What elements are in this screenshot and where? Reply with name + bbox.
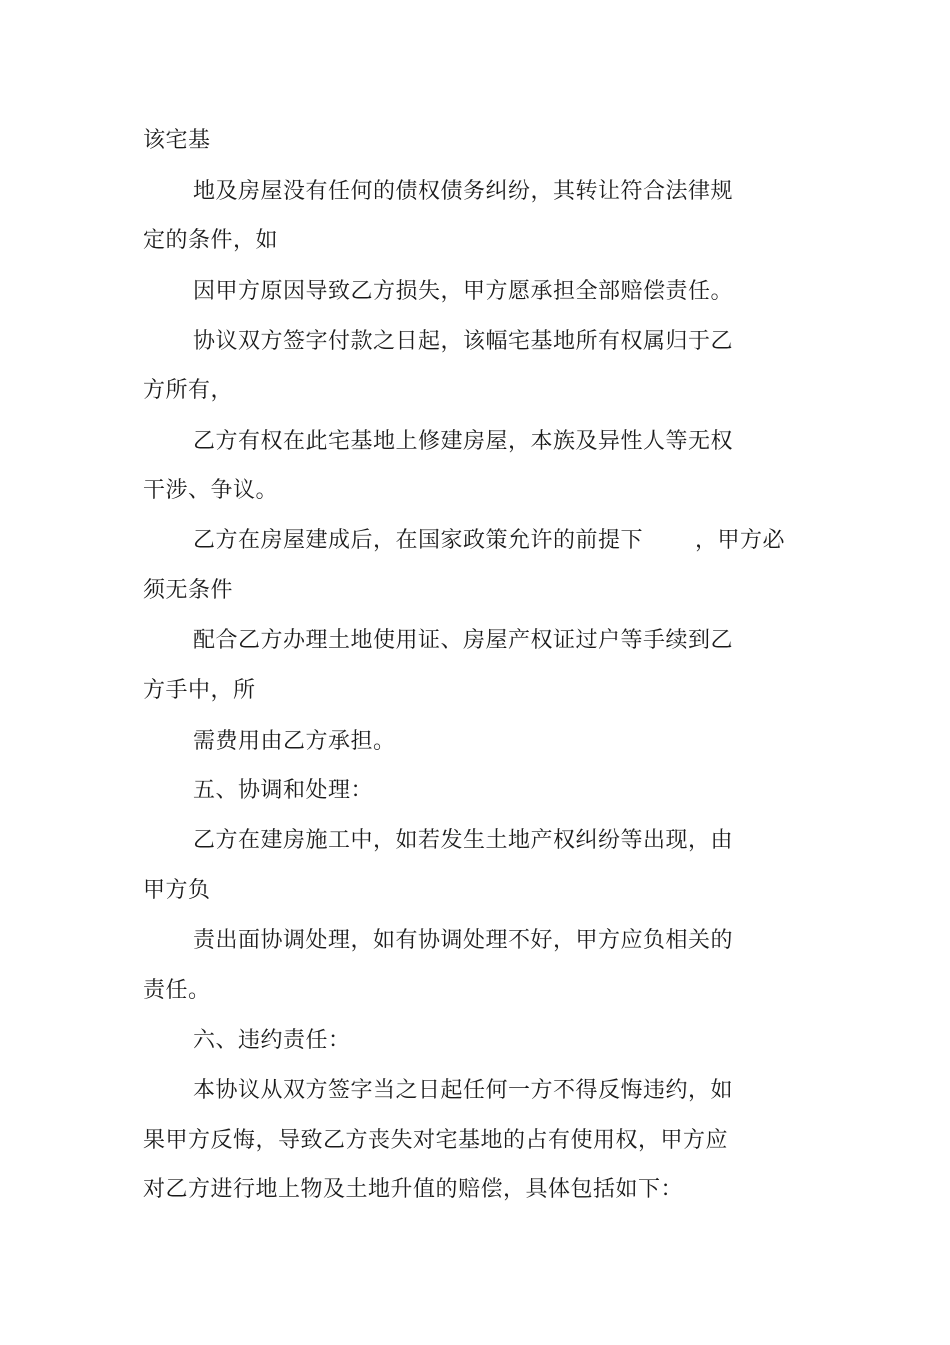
- section-heading: 六、违约责任：: [193, 1028, 351, 1053]
- text-line-with-gap: [193, 526, 785, 556]
- text-line: 果甲方反悔，导致乙方丧失对宅基地的占有使用权，甲方应: [143, 1128, 729, 1153]
- text-line: 配合乙方办理土地使用证、房屋产权证过户等手续到乙: [193, 628, 734, 653]
- text-line: 干涉、争议。: [143, 478, 279, 503]
- text-segment: 乙方在房屋建成后，在国家政策允许的前提下: [193, 528, 644, 553]
- text-line: 方所有，: [143, 378, 234, 403]
- section-heading: 五、协调和处理：: [193, 778, 374, 803]
- text-line: 乙方在建房施工中，如若发生土地产权纠纷等出现，由: [193, 828, 734, 853]
- text-line: 本协议从双方签字当之日起任何一方不得反悔违约，如: [193, 1078, 734, 1103]
- text-line: 需费用由乙方承担。: [193, 729, 396, 754]
- text-line: 须无条件: [143, 578, 234, 603]
- text-line: 协议双方签字付款之日起，该幅宅基地所有权属归于乙: [193, 329, 734, 354]
- text-line: 定的条件，如: [143, 228, 279, 253]
- text-line: 责任。: [143, 978, 211, 1003]
- text-line: 乙方有权在此宅基地上修建房屋，本族及异性人等无权: [193, 429, 734, 454]
- text-line: 方手中，所: [143, 678, 256, 703]
- text-line: 因甲方原因导致乙方损失，甲方愿承担全部赔偿责任。: [193, 279, 734, 304]
- text-segment: ，甲方必: [695, 528, 786, 553]
- text-line: 甲方负: [143, 878, 211, 903]
- text-line: 责出面协调处理，如有协调处理不好，甲方应负相关的: [193, 928, 734, 953]
- text-line: 该宅基: [143, 128, 211, 153]
- text-line: 对乙方进行地上物及土地升值的赔偿，具体包括如下：: [143, 1177, 684, 1202]
- text-line: 地及房屋没有任何的债权债务纠纷，其转让符合法律规: [193, 179, 734, 204]
